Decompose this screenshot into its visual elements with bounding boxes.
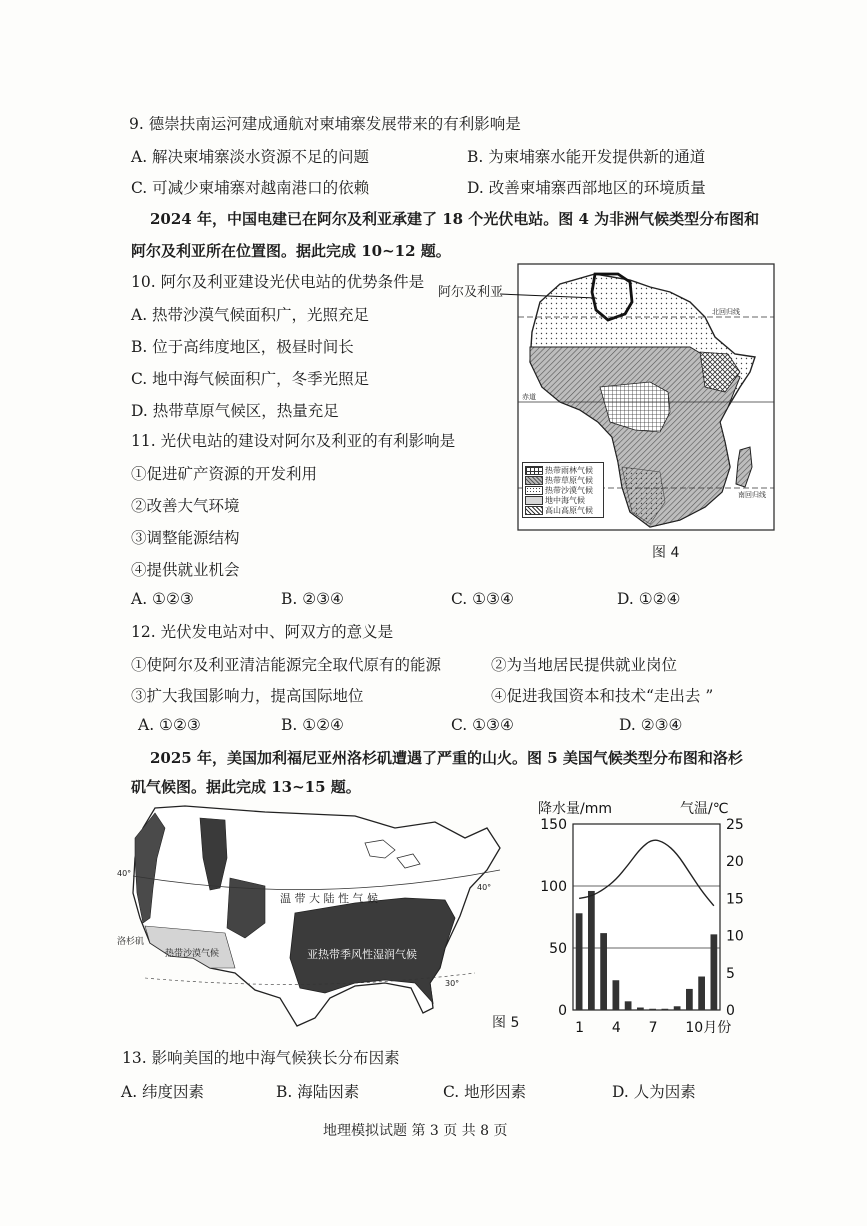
chart-ylabel: 降水量/mm: [538, 801, 612, 817]
legend-rainforest: 热带雨林气候: [525, 465, 601, 475]
q13-stem: 13. 影响美国的地中海气候狭长分布因素: [122, 1049, 400, 1067]
legend-desert: 热带沙漠气候: [525, 485, 601, 495]
q12-option-a: A. ①②③: [138, 716, 201, 734]
label-tropical-desert: 热带沙漠气候: [165, 949, 220, 959]
y2-tick-label: 0: [726, 1003, 735, 1019]
precip-bar: [698, 977, 705, 1010]
intro1-line2: 阿尔及利亚所在位置图。据此完成 10~12 题。: [131, 242, 451, 260]
q10-option-d: D. 热带草原气候区，热量充足: [131, 402, 339, 420]
x-tick-label: 4: [611, 1020, 621, 1036]
q9-option-c: C. 可减少柬埔寨对越南港口的依赖: [131, 179, 370, 197]
q9-option-b: B. 为柬埔寨水能开发提供新的通道: [467, 148, 706, 166]
q11-option-d: D. ①②④: [617, 590, 681, 608]
intro2-line2: 矶气候图。据此完成 13~15 题。: [131, 778, 361, 796]
q11-option-a: A. ①②③: [131, 590, 194, 608]
q11-statement-2: ②改善大气环境: [131, 497, 240, 515]
q10-option-b: B. 位于高纬度地区，极昼时间长: [131, 338, 354, 356]
precip-bar: [613, 980, 620, 1010]
chart-frame: [573, 824, 720, 1010]
q9-stem: 9. 德崇扶南运河建成通航对柬埔寨发展带来的有利影响是: [129, 115, 521, 133]
q11-statement-3: ③调整能源结构: [131, 529, 240, 547]
precip-bar: [576, 913, 583, 1010]
us-climate-map: [115, 798, 510, 1033]
legend-mediterranean: 地中海气候: [525, 495, 601, 505]
page-footer: 地理模拟试题 第 3 页 共 8 页: [323, 1123, 508, 1139]
q12-statement-2: ②为当地居民提供就业岗位: [491, 656, 678, 674]
label-subtropical-humid: 亚热带季风性湿润气候: [307, 948, 417, 961]
precip-bar: [625, 1001, 632, 1010]
y2-tick-label: 15: [726, 891, 744, 908]
q13-option-a: A. 纬度因素: [121, 1083, 205, 1101]
africa-legend: [522, 462, 604, 518]
label-lat40-right: 40°: [477, 883, 492, 892]
precip-bar: [600, 933, 607, 1010]
q13-option-c: C. 地形因素: [443, 1083, 527, 1101]
y-tick-label: 150: [540, 817, 567, 833]
y-tick-label: 100: [540, 879, 567, 895]
y2-tick-label: 10: [726, 928, 744, 945]
label-lat40-left: 40°: [117, 869, 132, 878]
legend-highland: 高山高原气候: [525, 505, 601, 515]
figure5-caption: 图 5: [492, 1015, 520, 1031]
legend-grassland: 热带草原气候: [525, 475, 601, 485]
q12-option-c: C. ①③④: [451, 716, 514, 734]
precip-bar: [662, 1009, 669, 1010]
q11-option-b: B. ②③④: [281, 590, 344, 608]
q11-stem: 11. 光伏电站的建设对阿尔及利亚的有利影响是: [131, 432, 456, 450]
x-tick-label: 7: [648, 1020, 658, 1036]
q12-option-d: D. ②③④: [619, 716, 683, 734]
q11-option-c: C. ①③④: [451, 590, 514, 608]
q9-option-d: D. 改善柬埔寨西部地区的环境质量: [467, 179, 706, 197]
label-los-angeles: 洛杉矶: [117, 937, 145, 947]
q10-option-a: A. 热带沙漠气候面积广，光照充足: [131, 306, 370, 324]
climate-chart: [510, 798, 772, 1038]
q12-stem: 12. 光伏发电站对中、阿双方的意义是: [131, 623, 394, 641]
label-algeria: 阿尔及利亚: [438, 285, 504, 300]
y2-tick-label: 25: [726, 817, 744, 833]
x-tick-label: 10月份: [685, 1020, 732, 1036]
label-tropic-south: 南回归线: [738, 491, 766, 499]
chart-y2label: 气温/℃: [680, 801, 729, 817]
q11-statement-4: ④提供就业机会: [131, 561, 240, 579]
q13-option-d: D. 人为因素: [612, 1083, 696, 1101]
precip-bar: [711, 934, 718, 1010]
q10-option-c: C. 地中海气候面积广，冬季光照足: [131, 370, 370, 388]
label-temperate-continental: 温 带 大 陆 性 气 候: [280, 892, 378, 905]
label-tropic-north: 北回归线: [712, 308, 740, 316]
x-tick-label: 1: [575, 1020, 585, 1036]
q12-statement-3: ③扩大我国影响力，提高国际地位: [131, 687, 364, 705]
intro2-line1: 2025 年，美国加利福尼亚州洛杉矶遭遇了严重的山火。图 5 美国气候类型分布图和洛杉: [150, 749, 743, 767]
intro1-line1: 2024 年，中国电建已在阿尔及利亚承建了 18 个光伏电站。图 4 为非洲气候类型分布图和: [150, 210, 760, 228]
precip-bar: [674, 1006, 681, 1010]
label-equator: 赤道: [522, 393, 536, 401]
precip-bar: [686, 989, 693, 1010]
y2-tick-label: 20: [726, 854, 744, 871]
precip-bar: [588, 891, 595, 1010]
q12-statement-4: ④促进我国资本和技术“走出去 ”: [491, 687, 714, 705]
y-tick-label: 0: [558, 1003, 567, 1019]
figure4-caption: 图 4: [652, 545, 680, 561]
q12-option-b: B. ①②④: [281, 716, 344, 734]
q10-stem: 10. 阿尔及利亚建设光伏电站的优势条件是: [131, 273, 425, 291]
q13-option-b: B. 海陆因素: [276, 1083, 360, 1101]
q9-option-a: A. 解决柬埔寨淡水资源不足的问题: [131, 148, 370, 166]
precip-bar: [637, 1008, 644, 1010]
q12-statement-1: ①使阿尔及利亚清洁能源完全取代原有的能源: [131, 656, 442, 674]
label-lat30: 30°: [445, 979, 460, 988]
y-tick-label: 50: [549, 941, 567, 957]
precip-bar: [649, 1009, 656, 1010]
q11-statement-1: ①促进矿产资源的开发利用: [131, 465, 318, 483]
y2-tick-label: 5: [726, 965, 735, 982]
